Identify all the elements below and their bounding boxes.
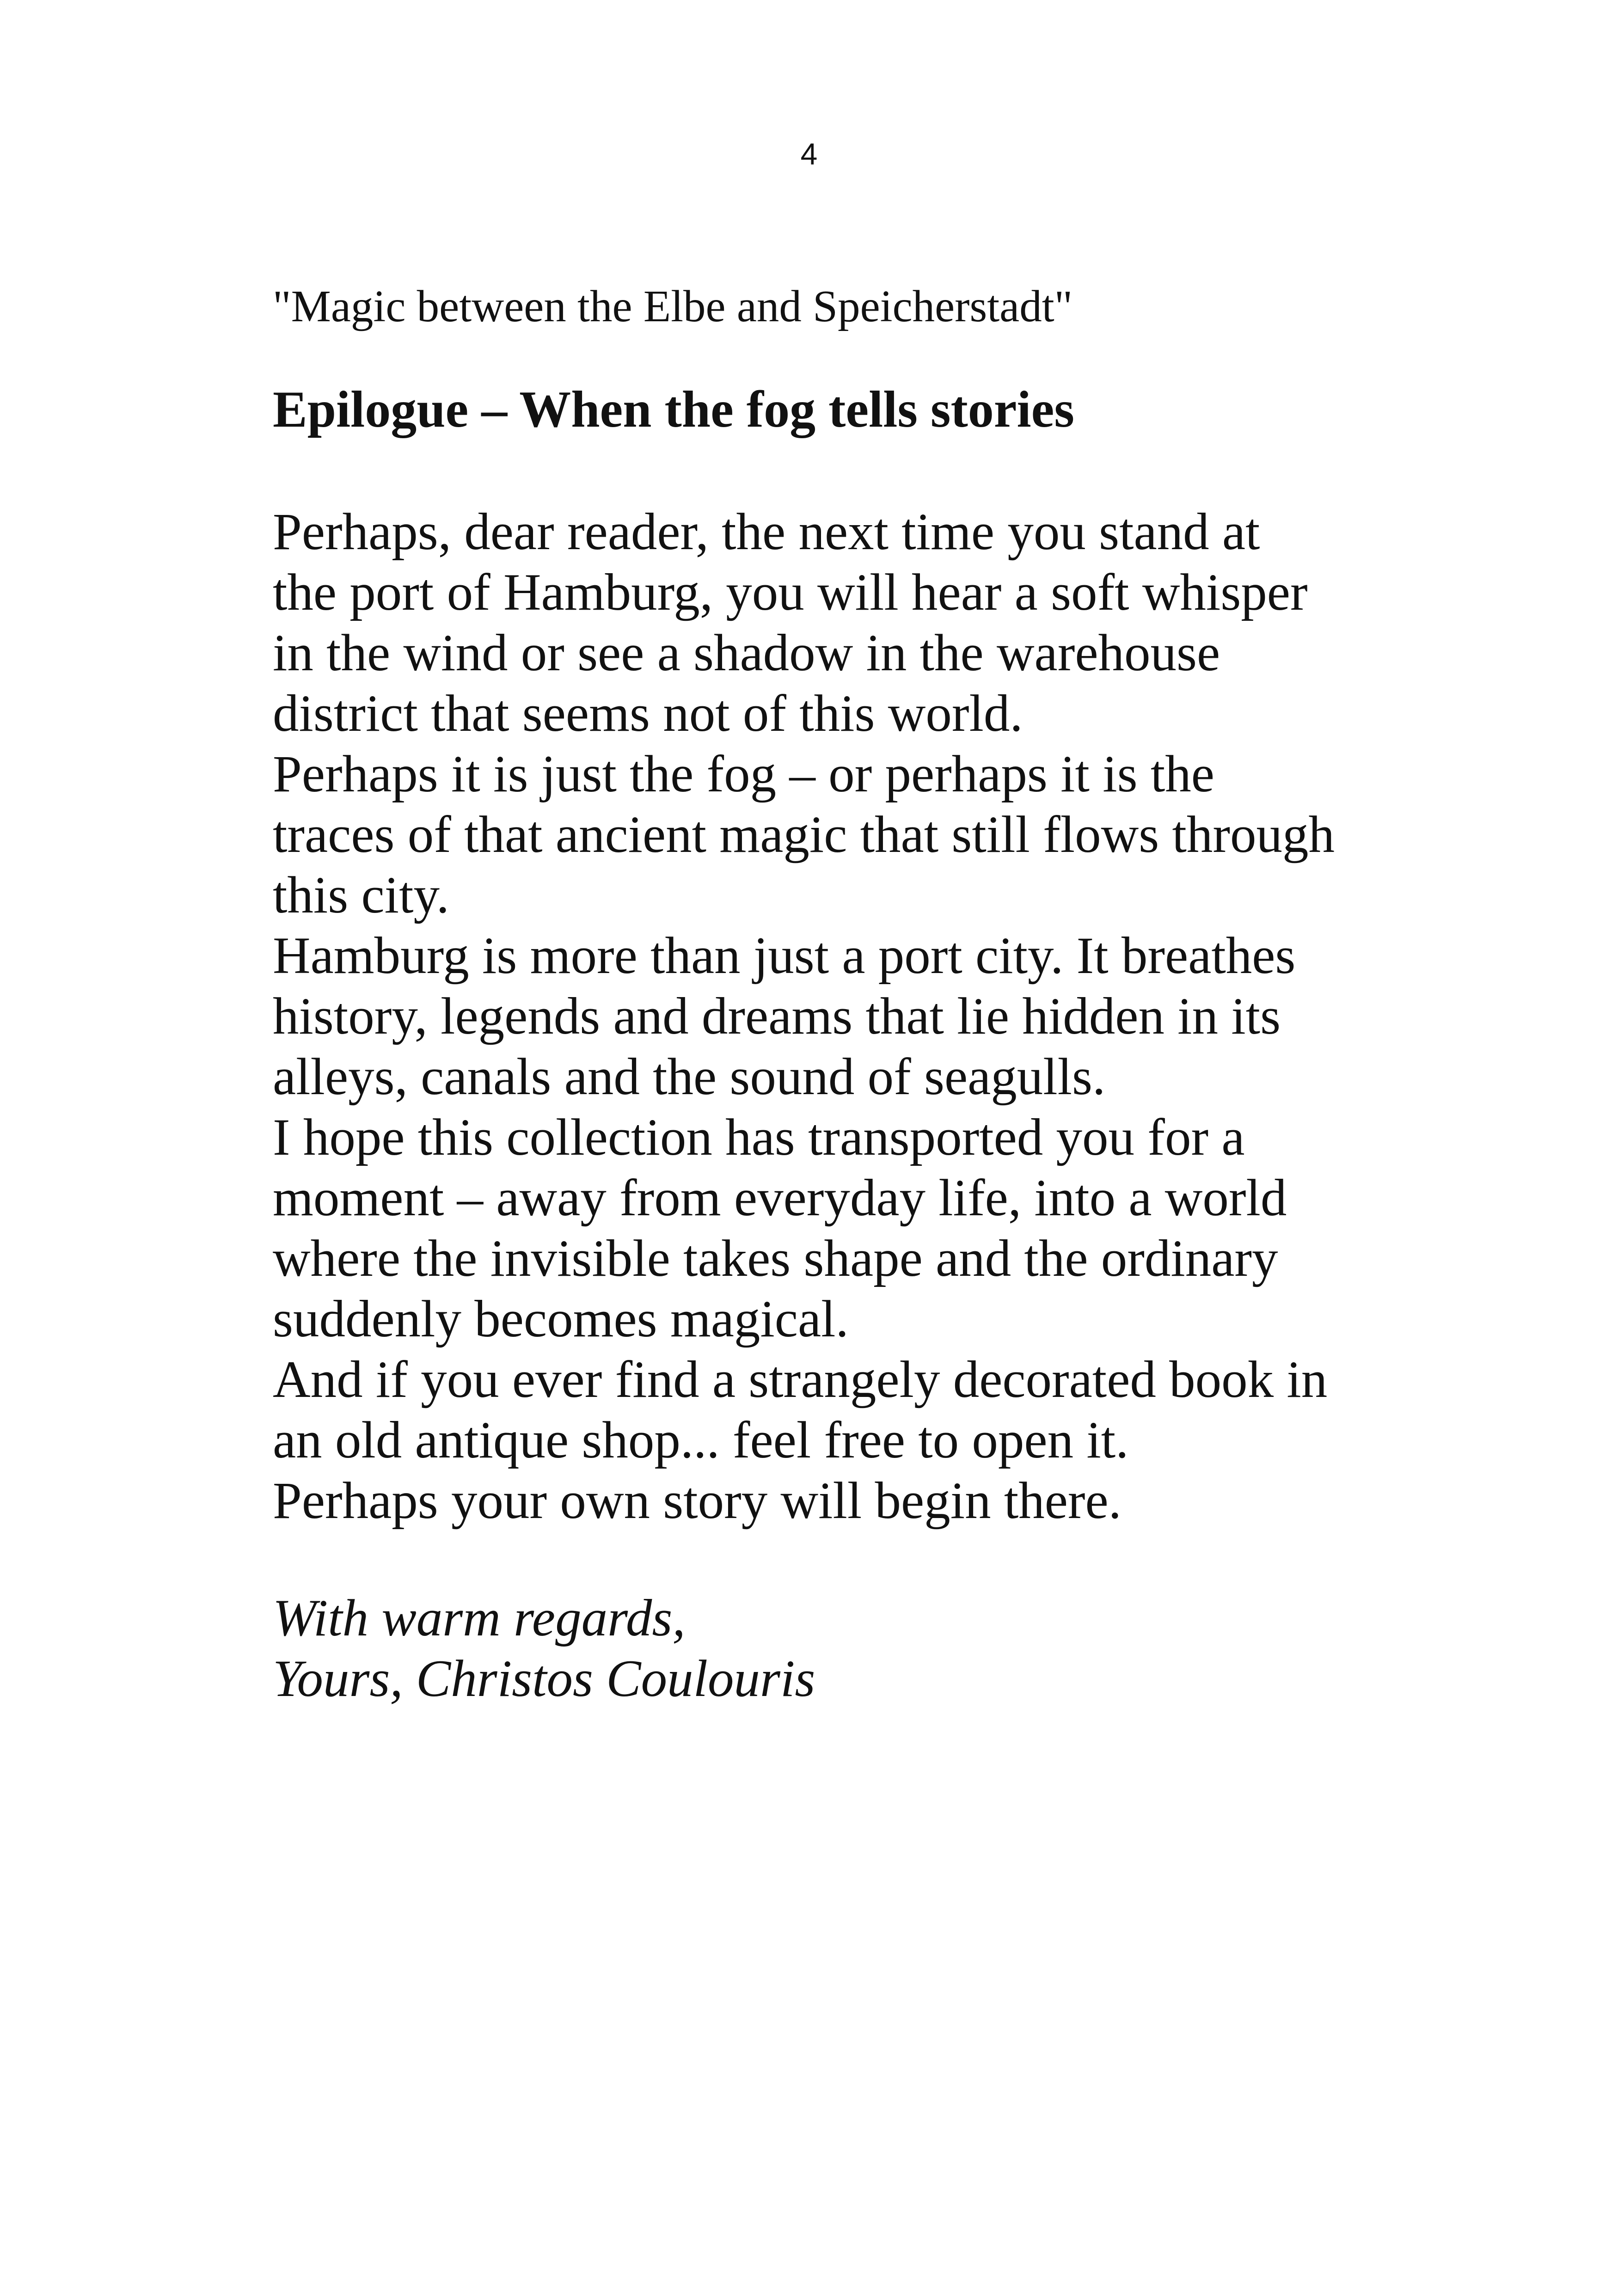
body-line: in the wind or see a shadow in the warehouse (273, 624, 1220, 682)
body-line: I hope this collection has transported you for a (273, 1108, 1245, 1166)
body-text (273, 502, 1354, 1531)
body-line: Hamburg is more than just a port city. It breathes (273, 927, 1296, 985)
body-line: suddenly becomes magical. (273, 1290, 849, 1348)
body-line: where the invisible takes shape and the ordinary (273, 1230, 1278, 1287)
chapter-title: Epilogue – When the fog tells stories (273, 381, 1074, 438)
body-line: district that seems not of this world. (273, 685, 1023, 742)
signature (273, 1588, 815, 1709)
body-line: Perhaps, dear reader, the next time you stand at (273, 503, 1260, 561)
body-line: traces of that ancient magic that still flows through (273, 806, 1335, 863)
closing-line: With warm regards, (273, 1589, 686, 1647)
body-line: moment – away from everyday life, into a world (273, 1169, 1287, 1227)
body-line: the port of Hamburg, you will hear a soft whisper (273, 563, 1308, 621)
author-line: Yours, Christos Coulouris (273, 1650, 815, 1708)
body-line: Perhaps it is just the fog – or perhaps it is the (273, 745, 1214, 803)
body-line: Perhaps your own story will begin there. (273, 1472, 1122, 1530)
body-line: history, legends and dreams that lie hidden in its (273, 987, 1281, 1045)
book-title: "Magic between the Elbe and Speicherstadt" (273, 282, 1073, 331)
page-number: 4 (800, 137, 818, 171)
body-line: And if you ever find a strangely decorated book in (273, 1351, 1328, 1408)
body-line: this city. (273, 866, 449, 924)
body-line: an old antique shop... feel free to open it. (273, 1411, 1129, 1469)
body-line: alleys, canals and the sound of seagulls. (273, 1048, 1106, 1106)
